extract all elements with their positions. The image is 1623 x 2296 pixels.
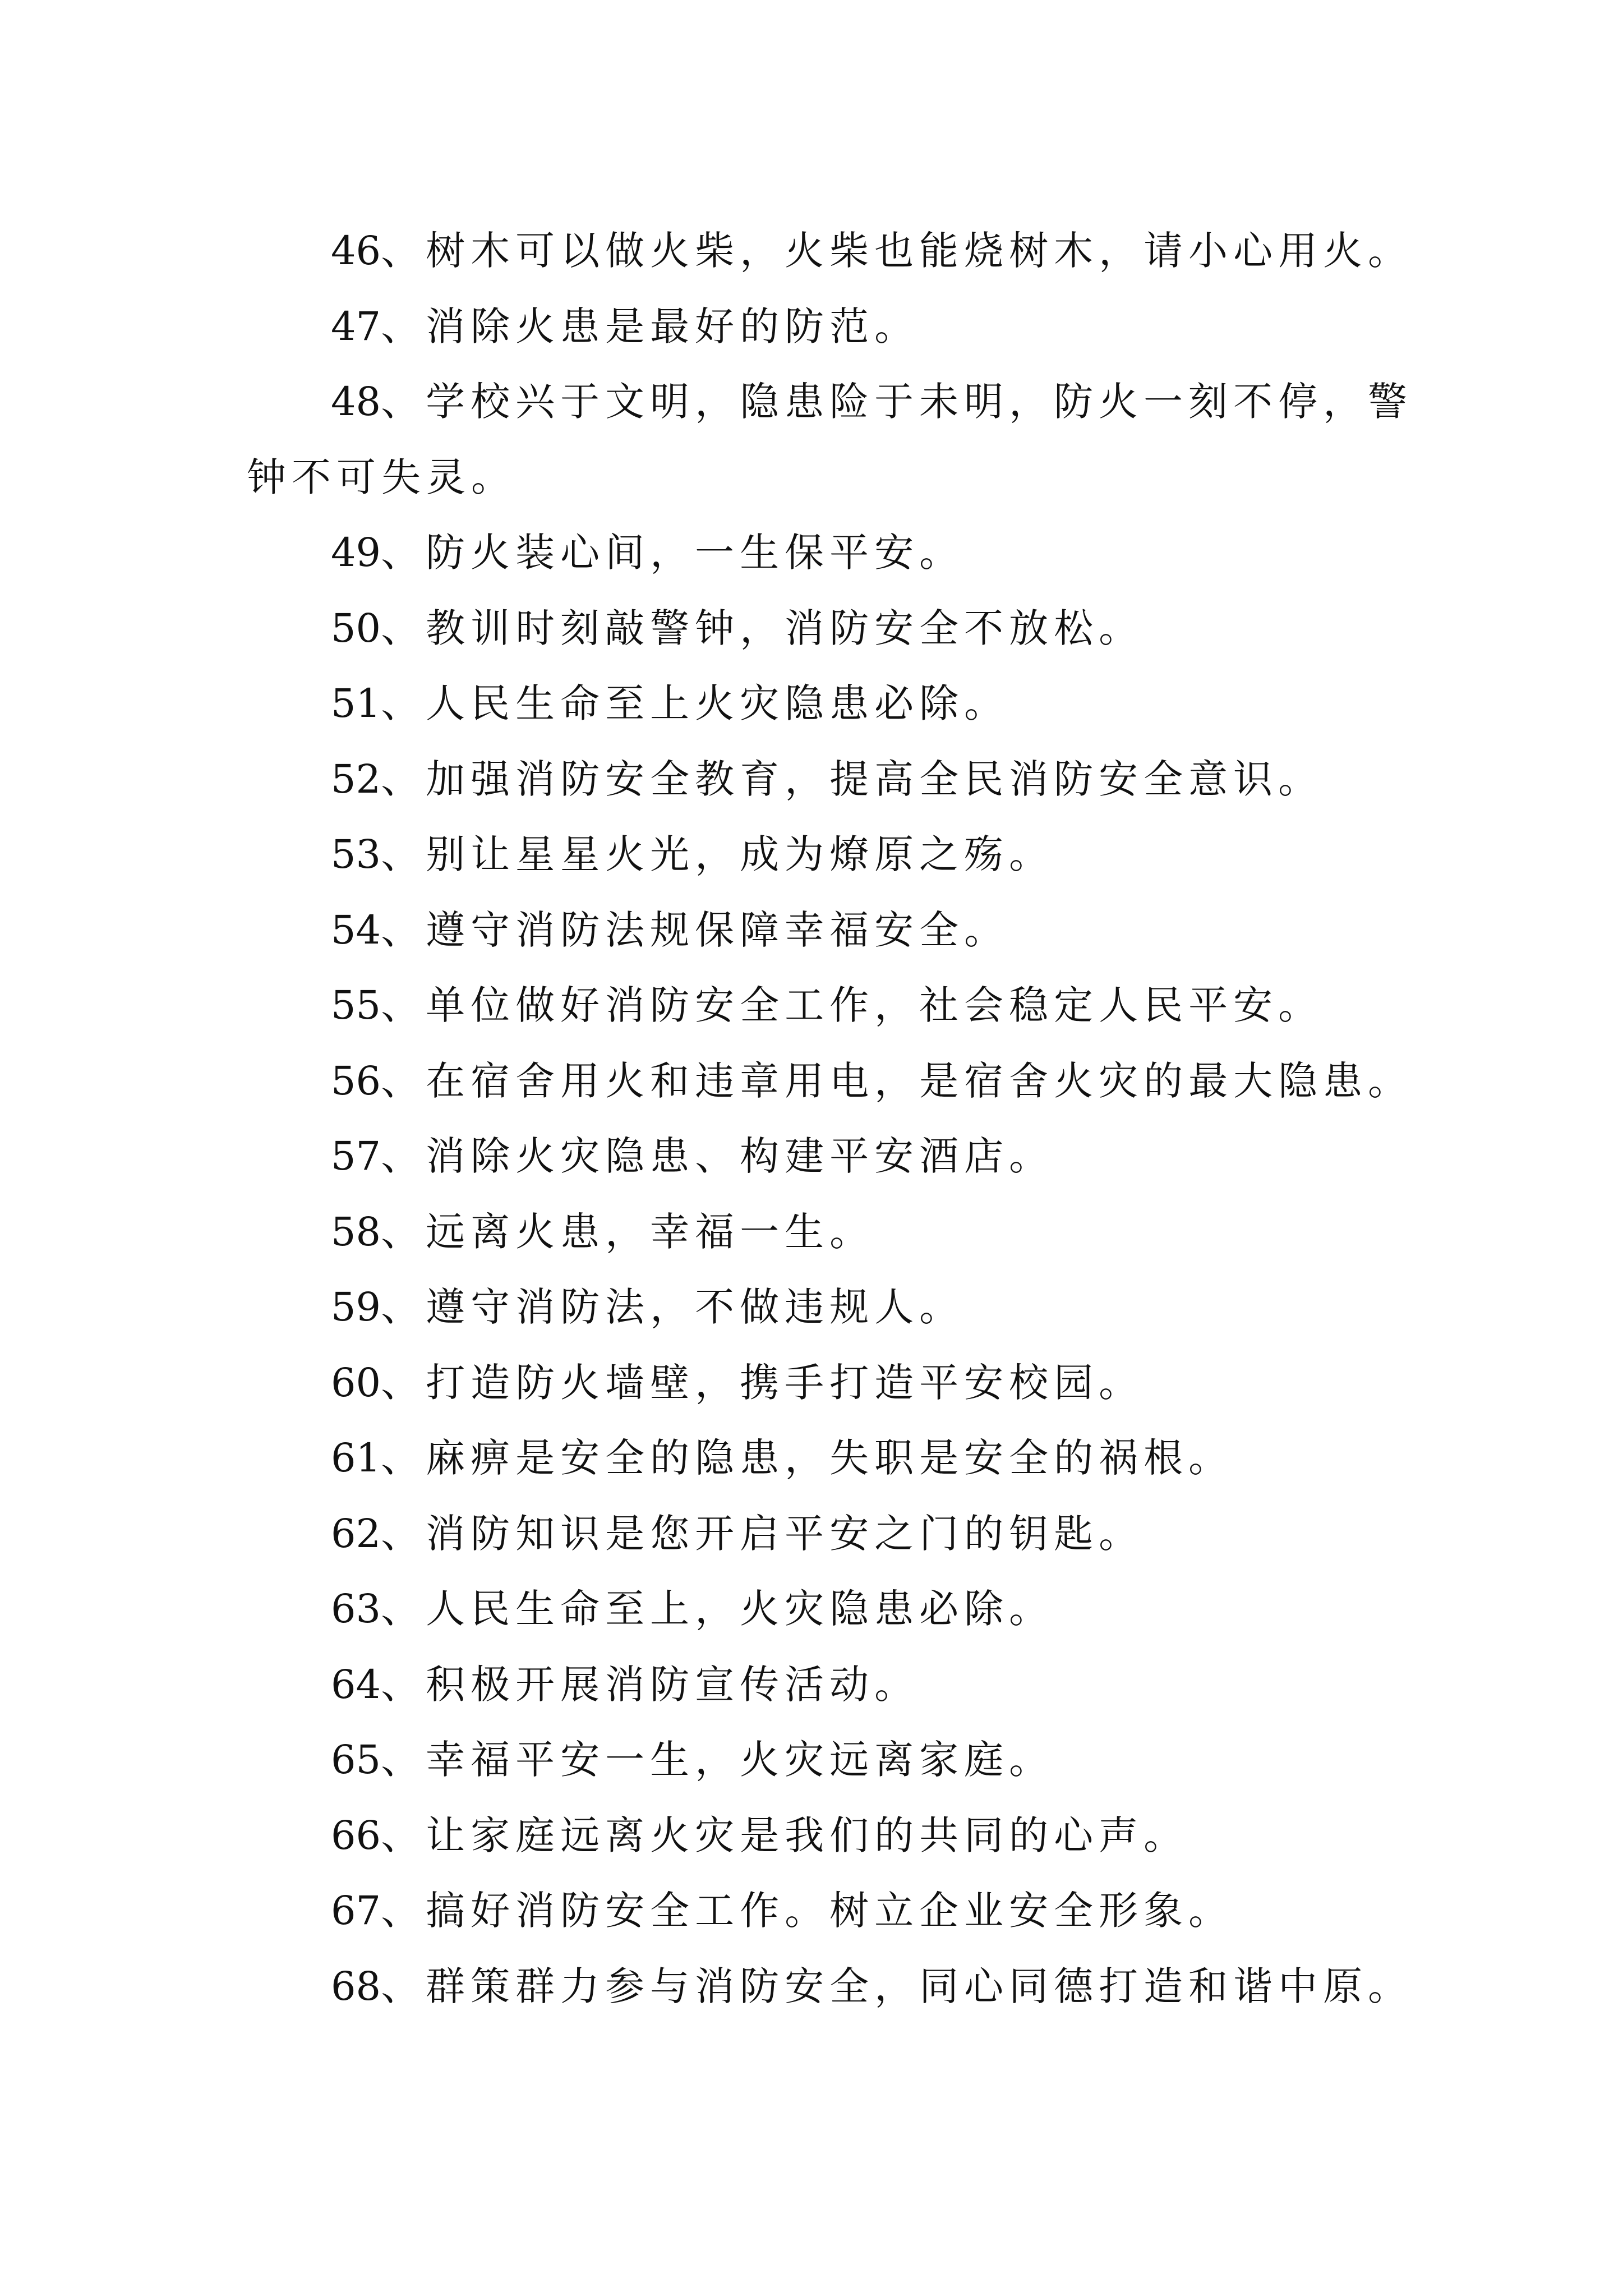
item-text: 、消除火患是最好的防范。 [381, 303, 920, 349]
item-text: 、让家庭远离火灾是我们的共同的心声。 [381, 1812, 1189, 1858]
item-text: 、麻痹是安全的隐患，失职是安全的祸根。 [381, 1435, 1234, 1481]
item-number: 53 [331, 831, 381, 877]
list-item [247, 666, 1436, 742]
item-text: 、人民生命至上火灾隐患必除。 [381, 680, 1009, 726]
item-text: 、防火装心间，一生保平安。 [381, 530, 965, 576]
item-text: 、打造防火墙壁，携手打造平安校园。 [381, 1359, 1144, 1406]
item-text: 、在宿舍用火和违章用电，是宿舍火灾的最大隐患。 [381, 1057, 1413, 1104]
list-item [247, 1571, 1436, 1647]
item-number: 64 [331, 1661, 381, 1708]
list-item [247, 364, 1436, 440]
list-item [247, 1873, 1436, 1949]
list-item [247, 289, 1436, 365]
item-text: 、搞好消防安全工作。树立企业安全形象。 [381, 1888, 1234, 1934]
item-text: 、遵守消防法规保障幸福安全。 [381, 907, 1009, 953]
item-text: 、遵守消防法，不做违规人。 [381, 1284, 965, 1330]
list-item [247, 515, 1436, 591]
item-number: 51 [331, 680, 381, 726]
item-text: 、树木可以做火柴，火柴也能烧树木，请小心用火。 [381, 228, 1413, 274]
item-number: 48 [331, 379, 381, 425]
list-item [247, 1798, 1436, 1874]
item-number: 65 [331, 1737, 381, 1783]
item-number: 49 [331, 530, 381, 576]
item-number: 54 [331, 907, 381, 953]
list-item [247, 742, 1436, 817]
list-item [247, 892, 1436, 968]
item-text: 、消防知识是您开启平安之门的钥匙。 [381, 1510, 1144, 1557]
list-item [247, 1345, 1436, 1421]
list-item [247, 1194, 1436, 1270]
item-number: 68 [331, 1963, 381, 2009]
item-text: 、加强消防安全教育，提高全民消防安全意识。 [381, 756, 1324, 802]
item-text: 、人民生命至上，火灾隐患必除。 [381, 1586, 1054, 1632]
item-text: 、别让星星火光，成为燎原之殇。 [381, 831, 1054, 877]
list-item [247, 1496, 1436, 1572]
item-number: 59 [331, 1284, 381, 1330]
item-text: 、教训时刻敲警钟，消防安全不放松。 [381, 605, 1144, 651]
list-item [247, 1043, 1436, 1119]
item-number: 67 [331, 1888, 381, 1934]
list-item [247, 968, 1436, 1043]
list-item [247, 1949, 1436, 2024]
list-item [247, 1119, 1436, 1194]
item-number: 58 [331, 1208, 381, 1255]
item-number: 63 [331, 1586, 381, 1632]
item-number: 62 [331, 1510, 381, 1557]
item-number: 50 [331, 605, 381, 651]
list-item [247, 1647, 1436, 1723]
item-text: 、学校兴于文明，隐患险于未明，防火一刻不停，警 [381, 379, 1413, 425]
item-text: 、积极开展消防宣传活动。 [381, 1661, 920, 1708]
item-number: 61 [331, 1435, 381, 1481]
item-text: 、幸福平安一生，火灾远离家庭。 [381, 1737, 1054, 1783]
slogan-list [247, 213, 1436, 2024]
list-item-continuation: 钟不可失灵。 [247, 454, 516, 500]
item-text: 、消除火灾隐患、构建平安酒店。 [381, 1133, 1054, 1179]
item-text: 、远离火患，幸福一生。 [381, 1208, 875, 1255]
item-number: 46 [331, 228, 381, 274]
list-item [247, 1269, 1436, 1345]
item-number: 55 [331, 982, 381, 1028]
item-number: 52 [331, 756, 381, 802]
item-text: 、单位做好消防安全工作，社会稳定人民平安。 [381, 982, 1324, 1028]
item-number: 57 [331, 1133, 381, 1179]
item-text: 、群策群力参与消防安全，同心同德打造和谐中原。 [381, 1963, 1413, 2009]
list-item [247, 1420, 1436, 1496]
item-number: 56 [331, 1057, 381, 1104]
item-number: 66 [331, 1812, 381, 1858]
list-item [247, 1722, 1436, 1798]
list-item [247, 213, 1436, 289]
item-number: 60 [331, 1359, 381, 1406]
item-number: 47 [331, 303, 381, 349]
list-item [247, 817, 1436, 892]
list-item [247, 591, 1436, 666]
